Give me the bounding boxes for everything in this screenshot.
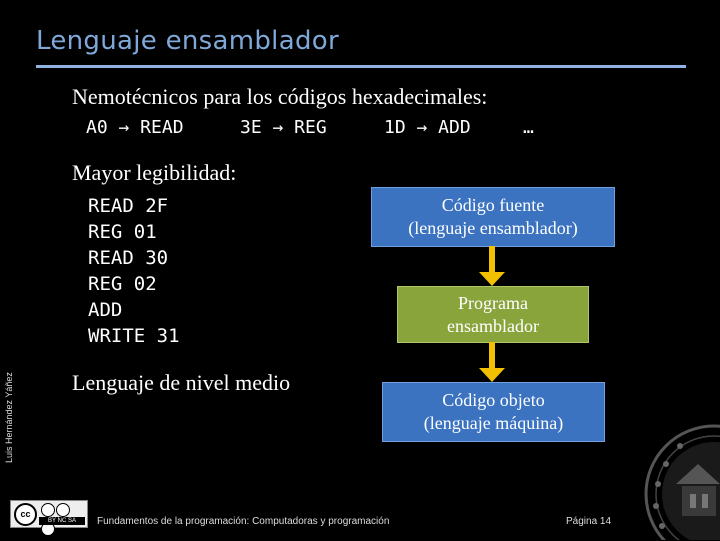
source-code-box [371,187,615,247]
heading-mnemonics: Nemotécnicos para los códigos hexadecimales: [72,84,488,109]
source-box-line2: (lenguaje ensamblador) [408,218,578,238]
assembler-box-line2: ensamblador [447,315,539,336]
slide-title: Lenguaje ensamblador [36,26,339,56]
code-line: WRITE 31 [88,325,180,347]
mnemonic-a0: A0 → READ [86,117,184,138]
code-line: READ 2F [88,195,169,217]
arrow-down-icon [485,246,499,286]
mnemonic-3e: 3E → REG [240,117,327,138]
page-number: Página 14 [566,516,612,527]
footer-course: Fundamentos de la programación: Computadoras y programación [97,516,390,527]
source-box-line1: Código fuente [441,195,545,215]
arrow-down-icon [485,342,499,382]
code-line: ADD [88,299,123,321]
creative-commons-badge[interactable] [10,500,88,528]
cc-logo-icon: cc [14,503,37,526]
code-line: REG 02 [88,273,157,295]
code-line: READ 30 [88,247,169,269]
license-labels: BY NC SA [39,517,85,525]
code-line: REG 01 [88,221,157,243]
mnemonic-1d: 1D → ADD [384,117,471,138]
author-credit: Luis Hernández Yáñez [4,372,14,463]
university-seal-icon [636,424,720,540]
object-box-line2: (lenguaje máquina) [423,413,564,433]
assembler-box-line1: Programa [458,292,528,313]
nc-icon [56,503,70,517]
assembly-code-block [88,193,180,349]
object-box-line1: Código objeto [442,390,545,410]
mnemonic-ellipsis: … [523,117,534,138]
license-icons [41,503,85,516]
by-icon [41,503,55,517]
assembler-program-box [397,286,589,343]
title-underline [36,65,686,68]
heading-legibility: Mayor legibilidad: [72,160,237,185]
object-code-box [382,382,605,442]
heading-level: Lenguaje de nivel medio [72,370,291,395]
